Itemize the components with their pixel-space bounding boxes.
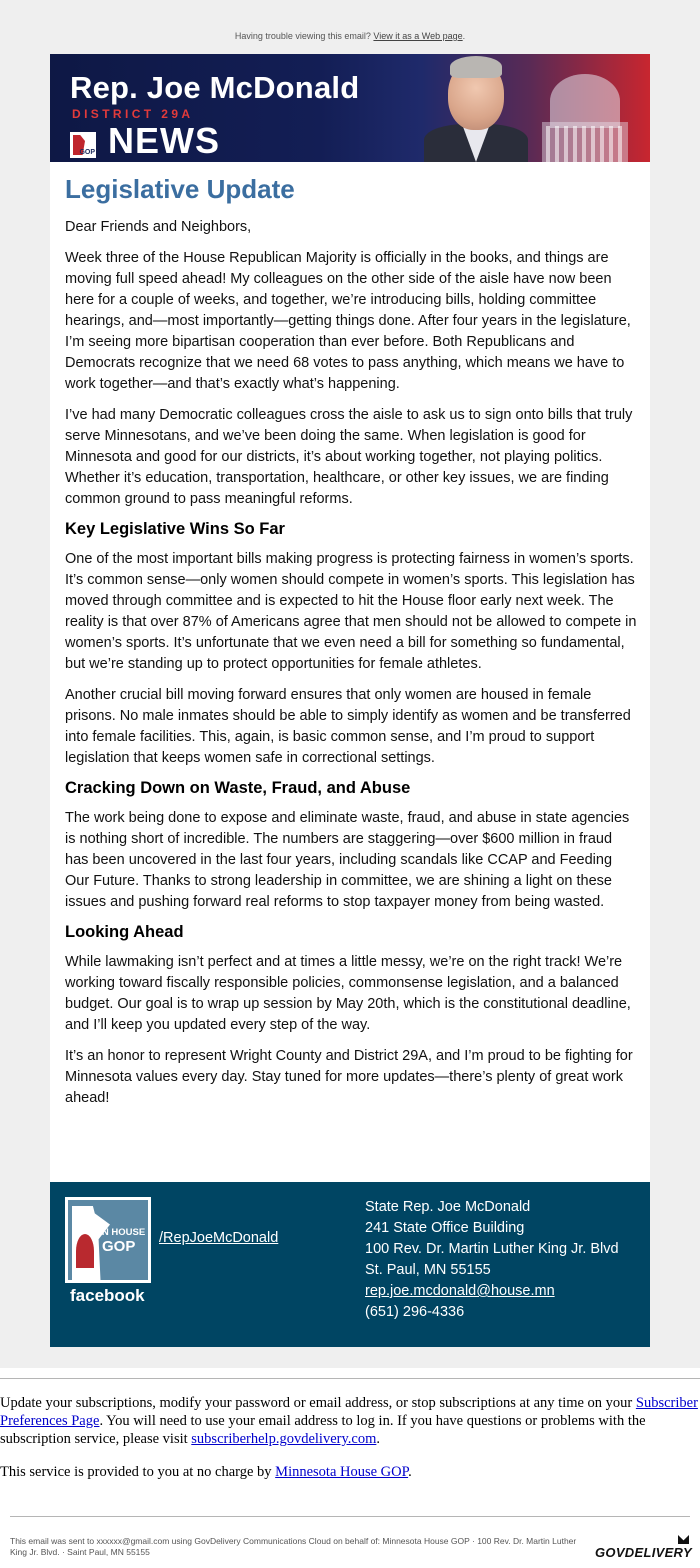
contact-footer	[50, 1182, 650, 1347]
paragraph-ahead: While lawmaking isn’t perfect and at times a little messy, we’re on the right track! We’re working toward fiscally responsible policies, commonsense legislation, and a balanced budget. Our goal is to wrap up session by May 20th, which is the constitutional deadline, and I’ll keep you updated every step of the way.	[65, 954, 631, 1033]
greeting: Dear Friends and Neighbors,	[65, 219, 252, 235]
newsletter-body	[50, 162, 650, 1182]
legal-footer-text: This email was sent to xxxxxx@gmail.com using GovDelivery Communications Cloud on behalf of: Minnesota House GOP · 100 Rev. Dr. Martin Luther King Jr. Blvd. · Saint Paul, MN 55155	[10, 1536, 577, 1557]
facebook-page-link[interactable]: /RepJoeMcDonald	[159, 1230, 279, 1246]
banner-news: NEWS	[108, 120, 220, 161]
capitol-building-image	[520, 64, 650, 162]
subscriber-preferences-link[interactable]: Subscriber Preferences Page	[0, 1395, 698, 1429]
heading-legislative-wins: Key Legislative Wins So Far	[65, 520, 285, 538]
subscription-notice: Update your subscriptions, modify your password or email address, or stop subscriptions at any time on your Subscriber Preferences Page. You will need to use your email address to log in. If you have questions or problems with the subscription service, please visit subscriberhelp.govdelivery.com.	[0, 1395, 698, 1447]
mn-house-gop-logo: GOP	[70, 132, 96, 158]
heading-looking-ahead: Looking Ahead	[65, 923, 184, 941]
capitol-icon	[76, 1234, 94, 1268]
govdelivery-logo[interactable]: GOVDELIVERY	[595, 1545, 692, 1560]
paragraph-prisons: Another crucial bill moving forward ensures that only women are housed in female prisons. No male inmates should be able to simply identify as women and be transferred into female facilities. This, again, is basic common sense, and I’m proud to support legislation that keeps women safe in correctional settings.	[65, 687, 631, 766]
minnesota-house-gop-link[interactable]: Minnesota House GOP	[275, 1464, 409, 1480]
rep-portrait-image	[420, 54, 530, 162]
email-link[interactable]: rep.joe.mcdonald@house.mn	[365, 1283, 555, 1299]
facebook-wordmark[interactable]: facebook	[70, 1286, 145, 1305]
banner-district: DISTRICT 29A	[72, 107, 194, 121]
paragraph-fraud: The work being done to expose and eliminate waste, fraud, and abuse in state agencies is nothing short of incredible. The numbers are staggering—over $600 million in fraud has been uncovered in the last four years, including scandals like CCAP and Feeding Our Future. Thanks to strong leadership in committee, we are shining a light on these issues and pushing forward real reforms to stop taxpayer money from being wasted.	[65, 810, 630, 910]
view-web-link[interactable]: View it as a Web page	[373, 31, 463, 41]
trouble-text: Having trouble viewing this email?	[234, 31, 371, 41]
office-address	[365, 1197, 619, 1323]
heading-waste-fraud: Cracking Down on Waste, Fraud, and Abuse	[65, 779, 411, 797]
address-office: 241 State Office Building	[365, 1220, 525, 1236]
address-street: 100 Rev. Dr. Martin Luther King Jr. Blvd	[365, 1241, 619, 1257]
service-notice: This service is provided to you at no charge by Minnesota House GOP.	[0, 1464, 412, 1480]
view-online-bar: Having trouble viewing this email? View it as a Web page.	[234, 31, 466, 41]
paragraph-womens-sports: One of the most important bills making progress is protecting fairness in women’s sports. It’s common sense—only women should compete in women’s sports. This legislation has moved through committee and is expected to hit the House floor early next week. The reality is that over 87% of Americans agree that men should not be allowed to compete in women’s sports. It’s unfortunate that we even need a bill for something so fundamental, but we’re standing up to protect opportunities for female athletes.	[65, 551, 637, 672]
address-city: St. Paul, MN 55155	[365, 1262, 491, 1278]
facebook-logo-link[interactable]: MN HOUSE GOP	[65, 1197, 151, 1283]
address-name: State Rep. Joe McDonald	[365, 1199, 531, 1215]
paragraph-intro: Week three of the House Republican Majority is officially in the books, and things are moving full speed ahead! My colleagues on the other side of the aisle have now been here for a couple of weeks, and together, we’re introducing bills, holding committee hearings, and—most importantly—getting things done. After four years in the legislature, I’m seeing more bipartisan cooperation than ever before. Both Republicans and Democrats recognize that we need 68 votes to pass anything, which means we have to work together—and that’s exactly what’s happening.	[65, 250, 631, 392]
paragraph-bipartisan: I’ve had many Democratic colleagues cross the aisle to ask us to sign onto bills that truly serve Minnesotans, and we’ve been doing the same. When legislation is good for Minnesota and good for our districts, it’s about working together, not playing politics. Whether it’s education, transportation, healthcare, or other key issues, we are finding common ground to pass meaningful reforms.	[65, 407, 633, 507]
banner-name: Rep. Joe McDonald	[70, 70, 360, 105]
header-banner	[50, 54, 650, 162]
page-title: Legislative Update	[65, 174, 295, 204]
divider	[10, 1516, 690, 1517]
phone-number: (651) 296-4336	[365, 1304, 465, 1320]
envelope-icon	[678, 1535, 689, 1544]
divider	[0, 1378, 700, 1379]
paragraph-closing: It’s an honor to represent Wright County and District 29A, and I’m proud to be fighting for Minnesota values every day. Stay tuned for more updates—there’s plenty of great work ahead!	[65, 1048, 633, 1106]
subscriber-help-link[interactable]: subscriberhelp.govdelivery.com	[191, 1431, 377, 1447]
